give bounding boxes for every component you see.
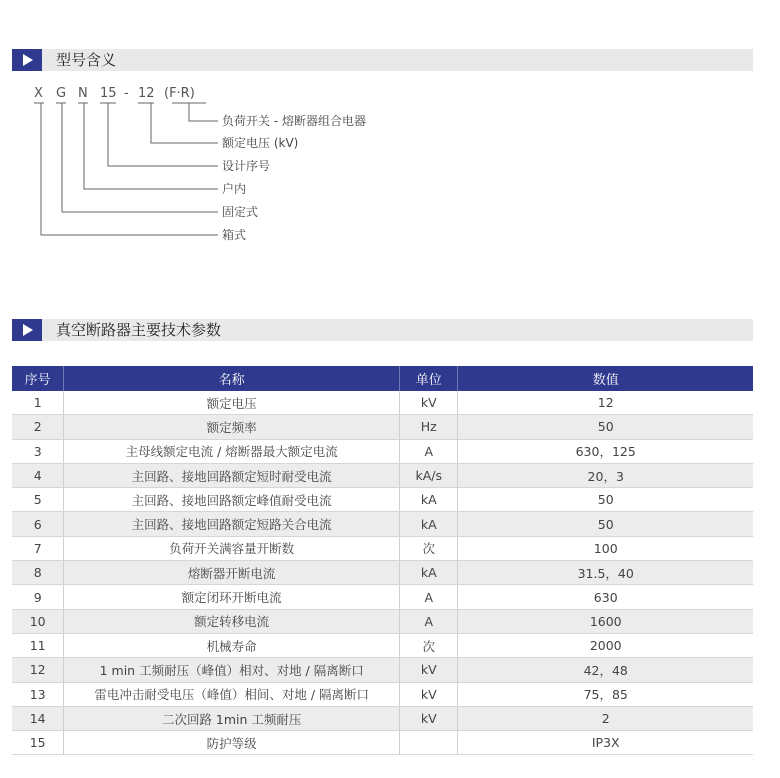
cell-index: 1	[12, 391, 64, 415]
table-row	[12, 609, 753, 633]
cell-index: 10	[12, 609, 64, 633]
cell-value: 1600	[458, 609, 753, 633]
table-row	[12, 658, 753, 682]
cell-index: 13	[12, 682, 64, 706]
cell-unit: kV	[400, 682, 458, 706]
cell-unit: kA	[400, 488, 458, 512]
table-row	[12, 706, 753, 730]
table-row	[12, 682, 753, 706]
play-triangle-icon	[12, 49, 42, 71]
table-row	[12, 536, 753, 560]
cell-unit: kA	[400, 561, 458, 585]
cell-name: 额定转移电流	[64, 609, 400, 633]
cell-unit: Hz	[400, 415, 458, 439]
code-letter-x: X	[34, 86, 43, 101]
cell-value: 31.5，40	[458, 561, 753, 585]
cell-unit: kV	[400, 658, 458, 682]
cell-unit: kA	[400, 512, 458, 536]
meaning-box: 箱式	[222, 228, 247, 242]
model-code-diagram	[34, 86, 454, 256]
cell-value: 2	[458, 706, 753, 730]
cell-index: 2	[12, 415, 64, 439]
cell-index: 6	[12, 512, 64, 536]
cell-index: 5	[12, 488, 64, 512]
params-table	[12, 366, 753, 755]
cell-name: 防护等级	[64, 731, 400, 755]
cell-unit: 次	[400, 633, 458, 657]
cell-name: 额定电压	[64, 391, 400, 415]
cell-name: 二次回路 1min 工频耐压	[64, 706, 400, 730]
code-design-no: 15	[100, 86, 117, 101]
cell-index: 12	[12, 658, 64, 682]
header-unit: 单位	[400, 366, 458, 391]
cell-value: 630，125	[458, 439, 753, 463]
table-row	[12, 512, 753, 536]
cell-unit: kV	[400, 706, 458, 730]
cell-name: 主母线额定电流 / 熔断器最大额定电流	[64, 439, 400, 463]
header-name: 名称	[64, 366, 400, 391]
cell-name: 主回路、接地回路额定短路关合电流	[64, 512, 400, 536]
cell-value: 630	[458, 585, 753, 609]
cell-value: 50	[458, 488, 753, 512]
cell-index: 11	[12, 633, 64, 657]
model-meaning-header	[12, 49, 753, 71]
code-letter-n: N	[78, 86, 88, 101]
meaning-combination: 负荷开关 - 熔断器组合电器	[222, 114, 366, 128]
cell-index: 8	[12, 561, 64, 585]
cell-value: 42，48	[458, 658, 753, 682]
table-row	[12, 633, 753, 657]
cell-value: 2000	[458, 633, 753, 657]
cell-value: 50	[458, 512, 753, 536]
cell-name: 雷电冲击耐受电压（峰值）相间、对地 / 隔离断口	[64, 682, 400, 706]
cell-index: 14	[12, 706, 64, 730]
meaning-indoor: 户内	[222, 182, 247, 196]
header-value: 数值	[458, 366, 753, 391]
cell-name: 负荷开关满容量开断数	[64, 536, 400, 560]
cell-index: 3	[12, 439, 64, 463]
cell-unit: A	[400, 439, 458, 463]
cell-index: 7	[12, 536, 64, 560]
cell-value: 50	[458, 415, 753, 439]
params-header	[12, 319, 753, 341]
cell-value: 75，85	[458, 682, 753, 706]
table-header-row	[12, 366, 753, 391]
cell-name: 主回路、接地回路额定短时耐受电流	[64, 463, 400, 487]
cell-value: 20，3	[458, 463, 753, 487]
cell-name: 熔断器开断电流	[64, 561, 400, 585]
cell-unit: A	[400, 585, 458, 609]
table-row	[12, 731, 753, 755]
cell-unit	[400, 731, 458, 755]
cell-unit: 次	[400, 536, 458, 560]
meaning-voltage: 额定电压 (kV)	[222, 136, 299, 150]
table-row	[12, 463, 753, 487]
table-row	[12, 415, 753, 439]
meaning-design-no: 设计序号	[222, 159, 271, 173]
cell-unit: kA/s	[400, 463, 458, 487]
table-row	[12, 585, 753, 609]
table-row	[12, 391, 753, 415]
code-suffix: (F·R)	[164, 86, 195, 101]
cell-index: 15	[12, 731, 64, 755]
meaning-fixed: 固定式	[222, 205, 259, 219]
params-title: 真空断路器主要技术参数	[56, 321, 222, 339]
cell-value: 100	[458, 536, 753, 560]
header-index: 序号	[12, 366, 64, 391]
cell-value: 12	[458, 391, 753, 415]
play-triangle-icon	[12, 319, 42, 341]
code-letter-g: G	[56, 86, 67, 101]
cell-unit: A	[400, 609, 458, 633]
cell-index: 9	[12, 585, 64, 609]
code-voltage: 12	[138, 86, 155, 101]
cell-name: 机械寿命	[64, 633, 400, 657]
model-meaning-title: 型号含义	[56, 51, 117, 69]
table-row	[12, 488, 753, 512]
cell-name: 额定频率	[64, 415, 400, 439]
table-row	[12, 561, 753, 585]
cell-unit: kV	[400, 391, 458, 415]
cell-name: 主回路、接地回路额定峰值耐受电流	[64, 488, 400, 512]
cell-name: 1 min 工频耐压（峰值）相对、对地 / 隔离断口	[64, 658, 400, 682]
cell-name: 额定闭环开断电流	[64, 585, 400, 609]
cell-index: 4	[12, 463, 64, 487]
cell-value: IP3X	[458, 731, 753, 755]
code-dash: -	[124, 86, 129, 101]
table-row	[12, 439, 753, 463]
